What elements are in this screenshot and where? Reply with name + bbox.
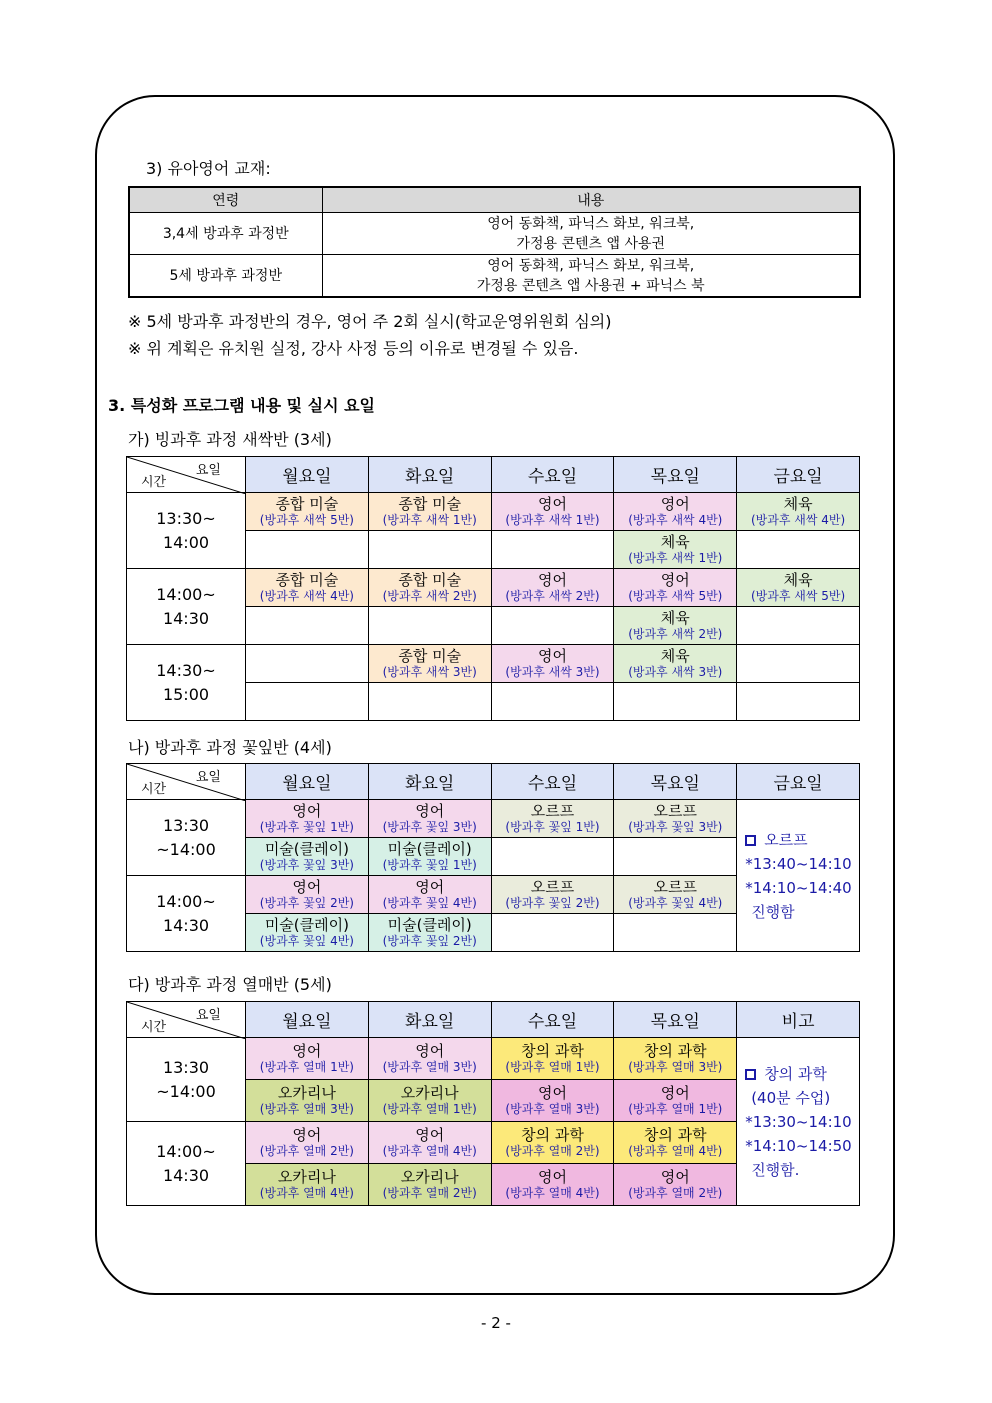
class-cell: 미술(클레이) (방과후 꽃잎 4반) bbox=[246, 914, 369, 952]
class-cell: 영어 (방과후 꽃잎 1반) bbox=[246, 800, 369, 838]
empty-cell bbox=[737, 683, 860, 721]
time-slot: 13:30~ 14:00 bbox=[127, 493, 246, 569]
class-cell: 미술(클레이) (방과후 꽃잎 1반) bbox=[368, 838, 491, 876]
day-mon: 월요일 bbox=[246, 1002, 369, 1038]
class-cell: 오카리나 (방과후 열매 3반) bbox=[246, 1080, 369, 1122]
empty-cell bbox=[246, 531, 369, 569]
empty-cell bbox=[737, 531, 860, 569]
empty-cell bbox=[614, 838, 737, 876]
diag-day-label: 요일 bbox=[195, 463, 221, 478]
class-cell: 영어 (방과후 꽃잎 3반) bbox=[368, 800, 491, 838]
day-tue: 화요일 bbox=[368, 1002, 491, 1038]
class-cell: 체육 (방과후 새싹 4반) bbox=[737, 493, 860, 531]
class-cell: 영어 (방과후 열매 4반) bbox=[491, 1164, 614, 1206]
class-cell: 영어 (방과후 열매 2반) bbox=[614, 1164, 737, 1206]
day-wed: 수요일 bbox=[491, 764, 614, 800]
empty-cell bbox=[246, 645, 369, 683]
diag-day-label: 요일 bbox=[195, 770, 221, 785]
class-cell: 영어 (방과후 열매 4반) bbox=[368, 1122, 491, 1164]
table-row bbox=[129, 213, 860, 255]
schedule-table-c bbox=[126, 1001, 860, 1206]
col-header-content: 내용 bbox=[322, 187, 860, 213]
class-cell: 영어 (방과후 새싹 1반) bbox=[491, 493, 614, 531]
note-1: ※ 5세 방과후 과정반의 경우, 영어 주 2회 실시(학교운영위원회 심의) bbox=[128, 312, 612, 331]
class-cell: 영어 (방과후 열매 1반) bbox=[614, 1080, 737, 1122]
empty-cell bbox=[368, 531, 491, 569]
empty-cell bbox=[614, 914, 737, 952]
class-cell: 미술(클레이) (방과후 꽃잎 3반) bbox=[246, 838, 369, 876]
empty-cell bbox=[491, 531, 614, 569]
class-cell: 체육 (방과후 새싹 2반) bbox=[614, 607, 737, 645]
diag-time-label: 시간 bbox=[141, 475, 167, 490]
page-number: - 2 - bbox=[481, 1314, 511, 1332]
class-cell: 오르프 (방과후 꽃잎 4반) bbox=[614, 876, 737, 914]
col-header-age: 연령 bbox=[129, 187, 322, 213]
class-cell: 체육 (방과후 새싹 3반) bbox=[614, 645, 737, 683]
empty-cell bbox=[737, 607, 860, 645]
day-thu: 목요일 bbox=[614, 764, 737, 800]
day-mon: 월요일 bbox=[246, 457, 369, 493]
textbook-heading: 3) 유아영어 교재: bbox=[146, 159, 271, 178]
empty-cell bbox=[368, 683, 491, 721]
schedule-table-a bbox=[126, 456, 860, 721]
day-tue: 화요일 bbox=[368, 764, 491, 800]
section-title: 3. 특성화 프로그램 내용 및 실시 요일 bbox=[108, 396, 376, 415]
empty-cell bbox=[491, 914, 614, 952]
empty-cell bbox=[246, 683, 369, 721]
table-row bbox=[127, 1038, 860, 1080]
class-cell: 오르프 (방과후 꽃잎 3반) bbox=[614, 800, 737, 838]
textbook-table bbox=[128, 186, 861, 298]
class-cell: 오르프 (방과후 꽃잎 2반) bbox=[491, 876, 614, 914]
time-slot: 13:30 ~14:00 bbox=[127, 800, 246, 876]
class-cell: 미술(클레이) (방과후 꽃잎 2반) bbox=[368, 914, 491, 952]
content-cell bbox=[322, 255, 860, 298]
age-cell: 5세 방과후 과정반 bbox=[129, 255, 322, 298]
table-row bbox=[127, 569, 860, 607]
schedule-table-b bbox=[126, 763, 860, 952]
time-slot: 14:30~ 15:00 bbox=[127, 645, 246, 721]
content-line: 가정용 콘텐츠 앱 사용권 bbox=[516, 235, 666, 252]
class-cell: 창의 과학 (방과후 열매 4반) bbox=[614, 1122, 737, 1164]
class-cell: 체육 (방과후 새싹 5반) bbox=[737, 569, 860, 607]
table-c-heading: 다) 방과후 과정 열매반 (5세) bbox=[128, 975, 332, 994]
empty-cell bbox=[491, 838, 614, 876]
class-cell: 창의 과학 (방과후 열매 1반) bbox=[491, 1038, 614, 1080]
class-cell: 체육 (방과후 새싹 1반) bbox=[614, 531, 737, 569]
class-cell: 종합 미술 (방과후 새싹 5반) bbox=[246, 493, 369, 531]
class-cell: 영어 (방과후 새싹 2반) bbox=[491, 569, 614, 607]
table-row bbox=[127, 645, 860, 683]
day-fri: 금요일 bbox=[737, 764, 860, 800]
note-2: ※ 위 계획은 유치원 실정, 강사 사정 등의 이유로 변경될 수 있음. bbox=[128, 339, 579, 358]
time-slot: 14:00~ 14:30 bbox=[127, 569, 246, 645]
diag-time-label: 시간 bbox=[141, 782, 167, 797]
class-cell: 영어 (방과후 열매 3반) bbox=[491, 1080, 614, 1122]
class-cell: 영어 (방과후 열매 1반) bbox=[246, 1038, 369, 1080]
table-row bbox=[129, 255, 860, 298]
table-b-heading: 나) 방과후 과정 꽃잎반 (4세) bbox=[128, 738, 332, 757]
class-cell: 영어 (방과후 새싹 5반) bbox=[614, 569, 737, 607]
empty-cell bbox=[614, 683, 737, 721]
class-cell: 오르프 (방과후 꽃잎 1반) bbox=[491, 800, 614, 838]
age-cell: 3,4세 방과후 과정반 bbox=[129, 213, 322, 255]
class-cell: 영어 (방과후 열매 3반) bbox=[368, 1038, 491, 1080]
table-row bbox=[127, 493, 860, 531]
empty-cell bbox=[368, 607, 491, 645]
empty-cell bbox=[246, 607, 369, 645]
time-slot: 13:30 ~14:00 bbox=[127, 1038, 246, 1122]
col-remark: 비고 bbox=[737, 1002, 860, 1038]
diag-time-label: 시간 bbox=[141, 1020, 167, 1035]
class-cell: 영어 (방과후 열매 2반) bbox=[246, 1122, 369, 1164]
class-cell: 종합 미술 (방과후 새싹 1반) bbox=[368, 493, 491, 531]
class-cell: 영어 (방과후 꽃잎 4반) bbox=[368, 876, 491, 914]
diagonal-header bbox=[127, 1002, 246, 1038]
class-cell: 영어 (방과후 새싹 4반) bbox=[614, 493, 737, 531]
class-cell: 오카리나 (방과후 열매 4반) bbox=[246, 1164, 369, 1206]
content-line: 영어 동화책, 파닉스 화보, 워크북, bbox=[487, 257, 695, 274]
day-thu: 목요일 bbox=[614, 457, 737, 493]
content-line: 가정용 콘텐츠 앱 사용권 + 파닉스 북 bbox=[476, 277, 705, 294]
table-a-heading: 가) 빙과후 과정 새싹반 (3세) bbox=[128, 430, 332, 449]
class-cell: 오카리나 (방과후 열매 1반) bbox=[368, 1080, 491, 1122]
square-icon bbox=[745, 835, 756, 846]
class-cell: 오카리나 (방과후 열매 2반) bbox=[368, 1164, 491, 1206]
time-slot: 14:00~ 14:30 bbox=[127, 876, 246, 952]
class-cell: 종합 미술 (방과후 새싹 2반) bbox=[368, 569, 491, 607]
time-slot: 14:00~ 14:30 bbox=[127, 1122, 246, 1206]
day-fri: 금요일 bbox=[737, 457, 860, 493]
day-wed: 수요일 bbox=[491, 1002, 614, 1038]
class-cell: 영어 (방과후 새싹 3반) bbox=[491, 645, 614, 683]
content-line: 영어 동화책, 파닉스 화보, 워크북, bbox=[487, 215, 695, 232]
day-mon: 월요일 bbox=[246, 764, 369, 800]
class-cell: 영어 (방과후 꽃잎 2반) bbox=[246, 876, 369, 914]
diagonal-header bbox=[127, 764, 246, 800]
diagonal-header bbox=[127, 457, 246, 493]
table-row bbox=[127, 800, 860, 838]
day-thu: 목요일 bbox=[614, 1002, 737, 1038]
remark-cell: 창의 과학 (40분 수업) *13:30~14:10 *14:10~14:50 진행함. bbox=[737, 1038, 860, 1206]
empty-cell bbox=[491, 683, 614, 721]
day-tue: 화요일 bbox=[368, 457, 491, 493]
empty-cell bbox=[491, 607, 614, 645]
empty-cell bbox=[737, 645, 860, 683]
class-cell: 종합 미술 (방과후 새싹 3반) bbox=[368, 645, 491, 683]
day-wed: 수요일 bbox=[491, 457, 614, 493]
class-cell: 종합 미술 (방과후 새싹 4반) bbox=[246, 569, 369, 607]
remark-cell: 오르프 *13:40~14:10 *14:10~14:40 진행함 bbox=[737, 800, 860, 952]
content-cell bbox=[322, 213, 860, 255]
class-cell: 창의 과학 (방과후 열매 3반) bbox=[614, 1038, 737, 1080]
class-cell: 창의 과학 (방과후 열매 2반) bbox=[491, 1122, 614, 1164]
square-icon bbox=[745, 1069, 756, 1080]
diag-day-label: 요일 bbox=[195, 1008, 221, 1023]
